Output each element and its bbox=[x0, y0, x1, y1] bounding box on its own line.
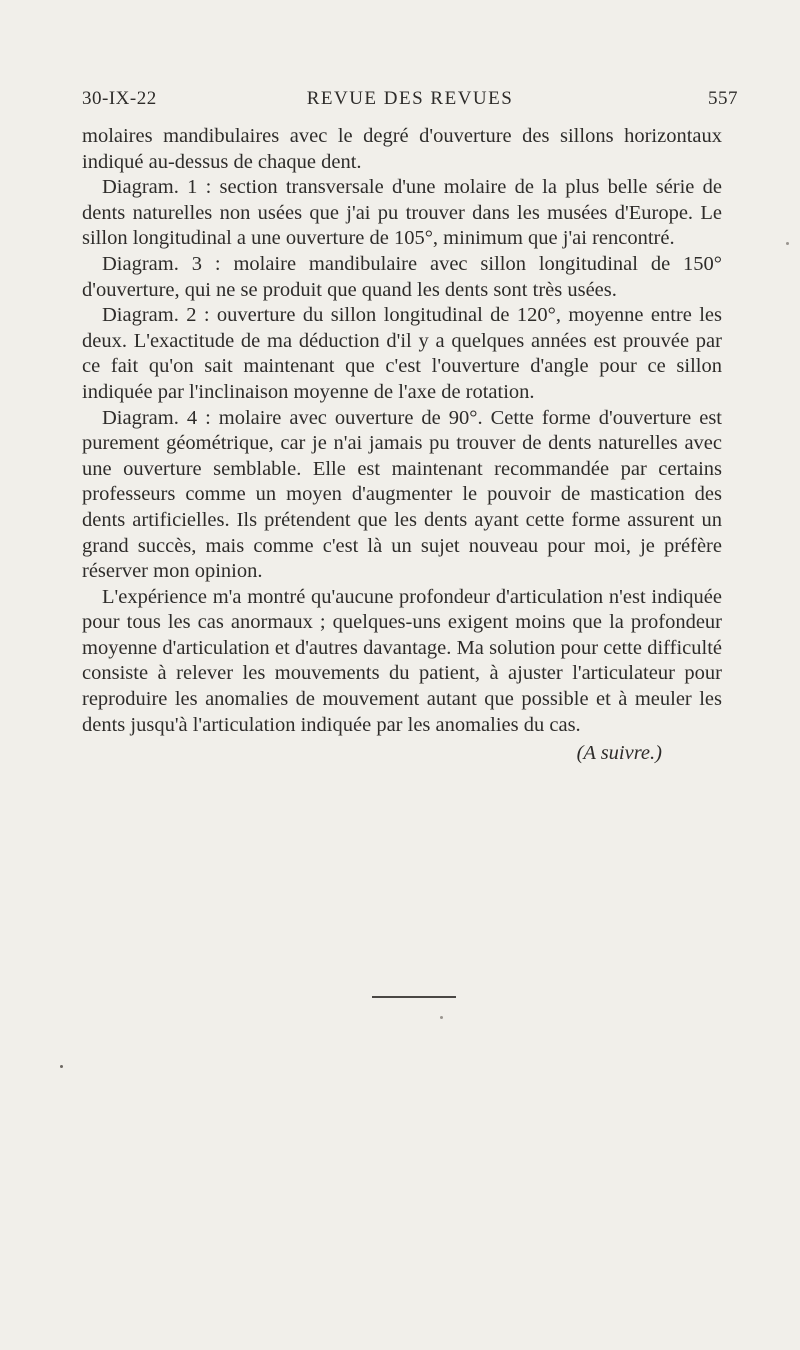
page-speck bbox=[440, 1016, 443, 1019]
article-body bbox=[82, 124, 722, 768]
to-be-continued: (A suivre.) bbox=[576, 742, 662, 765]
page-number: 557 bbox=[708, 88, 738, 109]
header-date: 30-IX-22 bbox=[82, 88, 157, 109]
header-journal-title: REVUE DES REVUES bbox=[306, 88, 514, 109]
paragraph-diagram-2: Diagram. 2 : ouverture du sillon longitudinal de 120°, moyenne entre les deux. L'exactitude de ma déduction d'il y a quelques années est prouvée par ce fait qu'on sait maintenant que c'est l'ouverture d'angle pour ce sillon indiquée par l'inclinaison moyenne de l'axe de rotation. bbox=[82, 304, 722, 403]
paragraph-diagram-3: Diagram. 3 : molaire mandibulaire avec sillon longitudinal de 150° d'ouverture, qui ne se produit que quand les dents sont très usées. bbox=[82, 252, 722, 301]
paragraph-diagram-1: Diagram. 1 : section transversale d'une molaire de la plus belle série de dents naturelles non usées que j'ai pu trouver dans les musées d'Europe. Le sillon longitudinal a une ouverture de 105°, minimum que j'ai rencontré. bbox=[82, 176, 722, 250]
page-speck bbox=[786, 242, 789, 245]
paragraph-experience: L'expérience m'a montré qu'aucune profondeur d'articulation n'est indiquée pour tous les cas anormaux ; quelques-uns exigent moins que la profondeur moyenne d'articulation et d'autres davantage. Ma solution pour cette difficulté consiste à relever les mouvements du patient, à ajuster l'articulateur pour reproduire les anomalies de mouvement autant que possible et à meuler les dents jusqu'à l'articulation indiquée par les anomalies du cas. bbox=[82, 585, 722, 736]
paragraph-continuation: molaires mandibulaires avec le degré d'ouverture des sillons horizontaux indiqué au-dessus de chaque dent. bbox=[82, 125, 722, 173]
page-speck bbox=[60, 1065, 63, 1068]
paragraph-diagram-4: Diagram. 4 : molaire avec ouverture de 90°. Cette forme d'ouverture est purement géométrique, car je n'ai jamais pu trouver de dents naturelles avec une ouverture semblable. Elle est maintenant recommandée par certains professeurs comme un moyen d'augmenter le pouvoir de mastication des dents artificielles. Ils prétendent que les dents ayant cette forme assurent un grand succès, mais comme c'est là un sujet nouveau pour moi, je préfère réserver mon opinion. bbox=[82, 406, 722, 583]
running-header bbox=[82, 88, 738, 118]
end-rule bbox=[372, 996, 456, 998]
